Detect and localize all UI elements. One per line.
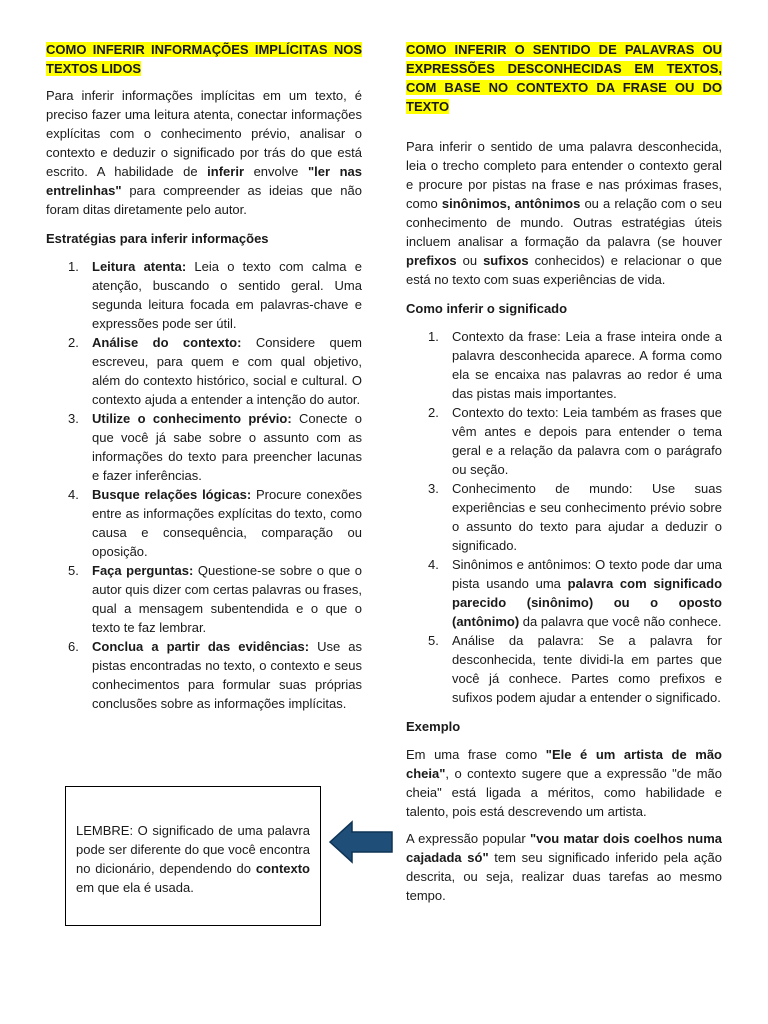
- list-item-number: 1.: [428, 329, 439, 344]
- list-item: [406, 631, 722, 707]
- list-item-number: 2.: [68, 335, 79, 350]
- list-item: [406, 555, 722, 631]
- list-item-text: Questione-se sobre o que o autor quis dizer com certas palavras ou frases, qual a mensagem subentendida e o que o texto te faz lembrar.: [92, 563, 362, 635]
- left-intro-text-2: envolve: [244, 164, 308, 179]
- reminder-box: [65, 786, 321, 926]
- example2-bold: "vou matar dois coelhos numa cajadada só": [406, 831, 722, 865]
- example-paragraph-1: [406, 745, 722, 821]
- list-item: [406, 403, 722, 479]
- list-item: [46, 409, 362, 485]
- list-item-text: Conhecimento de mundo: Use suas experiências e seu conhecimento prévio sobre o assunto do texto para ajudar a deduzir o significado.: [452, 481, 722, 553]
- right-intro-text-2: ou a relação com o seu conhecimento de mundo. Outras estratégias úteis incluem analisar a formação da palavra (se houver: [406, 196, 722, 249]
- right-title-highlight: COMO INFERIR O SENTIDO DE PALAVRAS OU EXPRESSÕES DESCONHECIDAS EM TEXTOS, COM BASE NO CONTEXTO DA FRASE OU DO TEXTO: [406, 42, 722, 114]
- list-item-text: Considere quem escreveu, para quem e com qual objetivo, além do contexto histórico, social e cultural. O contexto ajuda a entender a intenção do autor.: [92, 335, 362, 407]
- list-item-number: 1.: [68, 259, 79, 274]
- list-item: [46, 485, 362, 561]
- list-item-number: 4.: [428, 557, 439, 572]
- list-item: [46, 561, 362, 637]
- left-intro-bold-1: inferir: [207, 164, 244, 179]
- example2-text-1: A expressão popular: [406, 831, 530, 846]
- right-subtitle: Como inferir o significado: [406, 301, 568, 316]
- left-intro-text-3: para compreender as ideias que não foram ditas diretamente pelo autor.: [46, 183, 362, 217]
- list-item-number: 3.: [68, 411, 79, 426]
- left-intro: [46, 86, 362, 219]
- left-title: [46, 40, 362, 78]
- left-subtitle: Estratégias para inferir informações: [46, 231, 269, 246]
- list-item-number: 3.: [428, 481, 439, 496]
- right-intro-text-1: Para inferir o sentido de uma palavra desconhecida, leia o trecho completo para entender o contexto geral e procure por pistas na frase e nas próximas frases, como: [406, 139, 722, 211]
- list-item-text: Conecte o que você já sabe sobre o assunto com as informações do texto para preencher lacunas e fazer inferências.: [92, 411, 362, 483]
- example1-text-2: , o contexto sugere que a expressão "de mão cheia" está ligada a méritos, como habilidade e talento, pois está descrevendo um artista.: [406, 766, 722, 819]
- left-intro-text-1: Para inferir informações implícitas em um texto, é preciso fazer uma leitura atenta, conectar informações explícitas com o conhecimento prévio, analisar o contexto e deduzir o significado por trás do que está escrito. A habilidade de: [46, 88, 362, 179]
- example1-text-1: Em uma frase como: [406, 747, 546, 762]
- right-intro-bold-1: sinônimos, antônimos: [441, 196, 581, 211]
- right-title: [406, 40, 722, 116]
- list-item-text: Use as pistas encontradas no texto, o contexto e seus conhecimentos para formular suas próprias conclusões sobre as informações implícitas.: [92, 639, 363, 711]
- right-intro-text-4: conhecidos) e relacionar o que está no texto com suas experiências de vida.: [406, 253, 723, 287]
- list-item-bold: Conclua a partir das evidências:: [92, 639, 310, 654]
- list-item: [406, 479, 722, 555]
- list-item: [406, 327, 722, 403]
- arrow-shape: [330, 822, 392, 862]
- right-intro: [406, 137, 722, 289]
- list-item-text: Sinônimos e antônimos: O texto pode dar uma pista usando uma: [452, 557, 722, 591]
- list-item-text: Análise da palavra: Se a palavra for desconhecida, tente dividi-la em partes que você já conhece. Partes como prefixos e sufixos podem ajudar a entender o significado.: [452, 633, 722, 705]
- list-item-number: 4.: [68, 487, 79, 502]
- list-item-text: Contexto do texto: Leia também as frases que vêm antes e depois para entender o tema geral e a relação da palavra com o parágrafo ou seção.: [452, 405, 722, 477]
- list-item-number: 5.: [68, 563, 79, 578]
- left-title-highlight: COMO INFERIR INFORMAÇÕES IMPLÍCITAS NOS TEXTOS LIDOS: [46, 42, 362, 76]
- list-item: [46, 637, 362, 713]
- list-item-text: Leia o texto com calma e atenção, buscando o sentido geral. Uma segunda leitura focada em palavras-chave e expressões pode ser útil.: [92, 259, 362, 331]
- list-item-bold: Busque relações lógicas:: [92, 487, 252, 502]
- list-item-bold: palavra com significado parecido (sinônimo) ou o oposto (antônimo): [452, 576, 723, 629]
- left-column: [46, 40, 362, 713]
- list-item-number: 5.: [428, 633, 439, 648]
- right-intro-bold-3: sufixos: [483, 253, 529, 268]
- list-item: [46, 333, 362, 409]
- list-item-text: Contexto da frase: Leia a frase inteira onde a palavra desconhecida aparece. A forma como ela se encaixa nas palavras ao redor é uma das pistas mais importantes.: [452, 329, 722, 401]
- reminder-bold: contexto: [255, 861, 310, 876]
- example-title: Exemplo: [406, 719, 461, 734]
- list-item-bold: Leitura atenta:: [92, 259, 187, 274]
- list-item-bold: Utilize o conhecimento prévio:: [92, 411, 292, 426]
- list-item: [46, 257, 362, 333]
- left-steps-list: [46, 257, 362, 713]
- example1-bold: "Ele é um artista de mão cheia": [406, 747, 722, 781]
- right-intro-bold-2: prefixos: [406, 253, 457, 268]
- right-intro-text-3: ou: [456, 253, 484, 268]
- example2-text-2: tem seu significado inferido pela ação descrita, ou seja, realizar duas tarefas ao mesmo tempo.: [406, 850, 723, 903]
- left-intro-bold-2: "ler nas entrelinhas": [46, 164, 362, 198]
- example-paragraph-2: [406, 829, 722, 905]
- list-item-number: 6.: [68, 639, 79, 654]
- list-item-text: da palavra que você não conhece.: [519, 614, 722, 629]
- right-steps-list: [406, 327, 722, 707]
- list-item-text: Procure conexões entre as informações explícitas do texto, como causa e consequência, comparação ou oposição.: [92, 487, 362, 559]
- left-arrow-icon: [328, 820, 394, 864]
- list-item-number: 2.: [428, 405, 439, 420]
- reminder-text-2: em que ela é usada.: [76, 880, 194, 895]
- right-column: [406, 40, 722, 905]
- list-item-bold: Análise do contexto:: [92, 335, 242, 350]
- list-item-bold: Faça perguntas:: [92, 563, 194, 578]
- reminder-text-1: LEMBRE: O significado de uma palavra pode ser diferente do que você encontra no dicionário, dependendo do: [76, 823, 310, 876]
